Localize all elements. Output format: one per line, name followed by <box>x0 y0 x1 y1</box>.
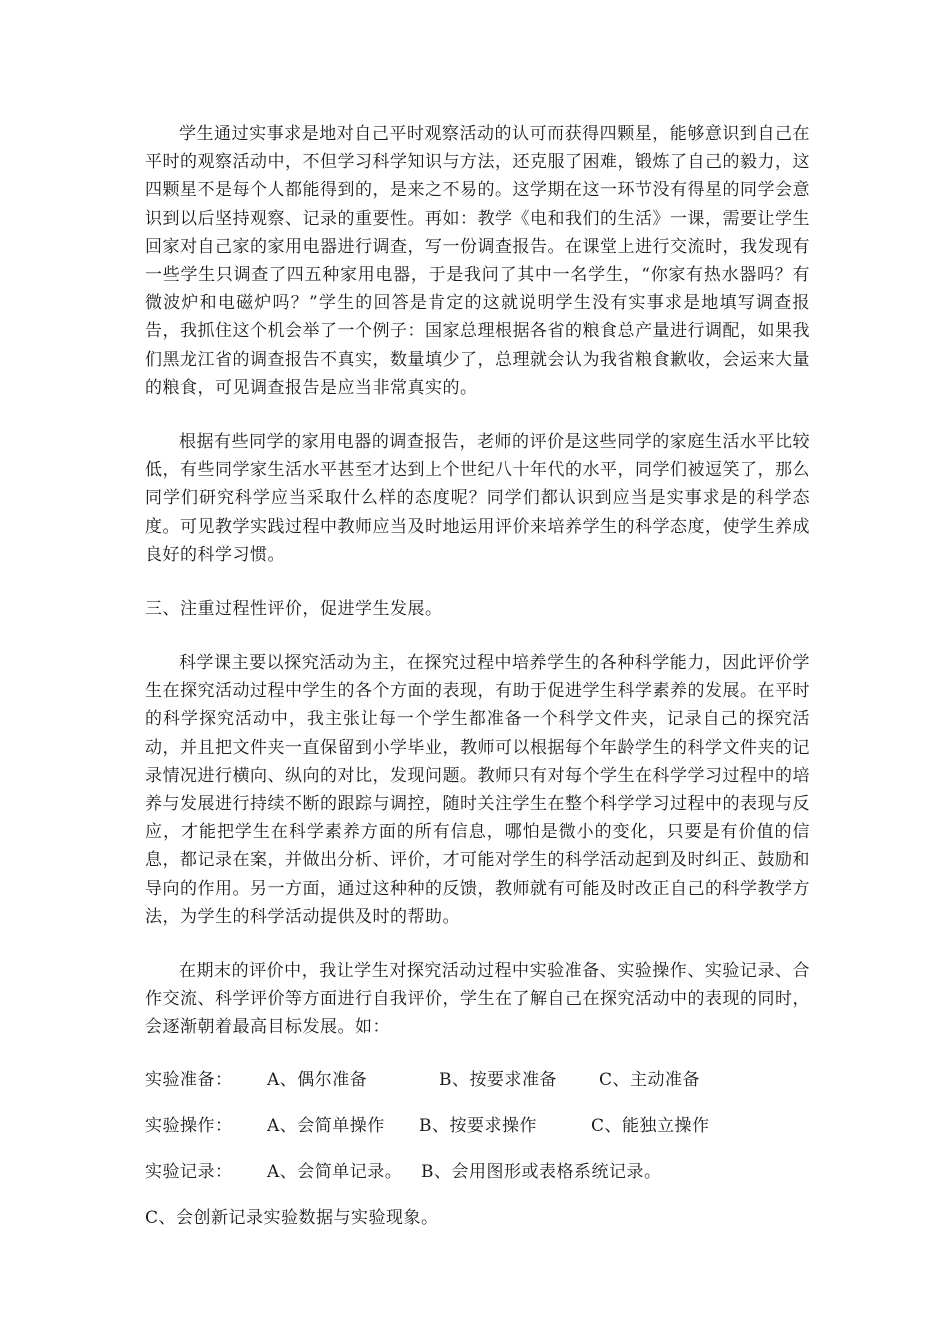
option-row-operation <box>145 1112 810 1140</box>
evaluation-options <box>145 1066 810 1232</box>
option-c: C、能独立操作 <box>591 1115 710 1136</box>
option-row-recording <box>145 1158 810 1186</box>
option-b: B、按要求操作 <box>419 1115 537 1136</box>
paragraph-term-end-evaluation: 在期末的评价中，我让学生对探究活动过程中实验准备、实验操作、实验记录、合作交流、科学评价等方面进行自我评价，学生在了解自己在探究活动中的表现的同时，会逐渐朝着最高目标发展。如： <box>145 961 810 1038</box>
paragraph-process-evaluation: 科学课主要以探究活动为主，在探究过程中培养学生的各种科学能力，因此评价学生在探究活动过程中学生的各个方面的表现，有助于促进学生科学素养的发展。在平时的科学探究活动中，我主张让每一个学生都准备一个科学文件夹，记录自己的探究活动，并且把文件夹一直保留到小学毕业，教师可以根据每个年龄学生的科学文件夹的记录情况进行横向、纵向的对比，发现问题。教师只有对每个学生在科学学习过程中的培养与发展进行持续不断的跟踪与调控，随时关注学生在整个科学学习过程中的表现与反应，才能把学生在科学素养方面的所有信息，哪怕是微小的变化，只要是有价值的信息，都记录在案，并做出分析、评价，才可能对学生的科学活动起到及时纠正、鼓励和导向的作用。另一方面，通过这种种的反馈，教师就有可能及时改正自己的科学教学方法，为学生的科学活动提供及时的帮助。 <box>145 653 810 927</box>
option-a: A、会简单操作 <box>267 1115 385 1136</box>
section-heading: 三、注重过程性评价，促进学生发展。 <box>145 599 443 620</box>
option-c: C、主动准备 <box>599 1069 701 1090</box>
option-b: B、按要求准备 <box>439 1069 557 1090</box>
option-row-preparation <box>145 1066 810 1094</box>
option-a: A、会简单记录。 <box>267 1161 403 1182</box>
option-label: 实验操作： <box>145 1115 233 1136</box>
paragraph-appliance-report: 根据有些同学的家用电器的调查报告，老师的评价是这些同学的家庭生活水平比较低，有些同学家生活水平甚至才达到上个世纪八十年代的水平，同学们被逗笑了，那么同学们研究科学应当采取什么样的态度呢？同学们都认识到应当是实事求是的科学态度。可见教学实践过程中教师应当及时地运用评价来培养学生的科学态度，使学生养成良好的科学习惯。 <box>145 432 810 565</box>
paragraph-observation-stars: 学生通过实事求是地对自己平时观察活动的认可而获得四颗星，能够意识到自己在平时的观察活动中，不但学习科学知识与方法，还克服了困难，锻炼了自己的毅力，这四颗星不是每个人都能得到的，是来之不易的。这学期在这一环节没有得星的同学会意识到以后坚持观察、记录的重要性。再如：教学《电和我们的生活》一课，需要让学生回家对自己家的家用电器进行调查，写一份调查报告。在课堂上进行交流时，我发现有一些学生只调查了四五种家用电器，于是我问了其中一名学生，“你家有热水器吗？有微波炉和电磁炉吗？”学生的回答是肯定的这就说明学生没有实事求是地填写调查报告，我抓住这个机会举了一个例子：国家总理根据各省的粮食总产量进行调配，如果我们黑龙江省的调查报告不真实，数量填少了，总理就会认为我省粮食歉收，会运来大量的粮食，可见调查报告是应当非常真实的。 <box>145 124 810 398</box>
option-b: B、会用图形或表格系统记录。 <box>421 1161 662 1182</box>
option-label: 实验准备： <box>145 1069 233 1090</box>
option-row-recording-c: C、会创新记录实验数据与实验现象。 <box>145 1207 439 1228</box>
option-a: A、偶尔准备 <box>267 1069 368 1090</box>
option-label: 实验记录： <box>145 1161 233 1182</box>
